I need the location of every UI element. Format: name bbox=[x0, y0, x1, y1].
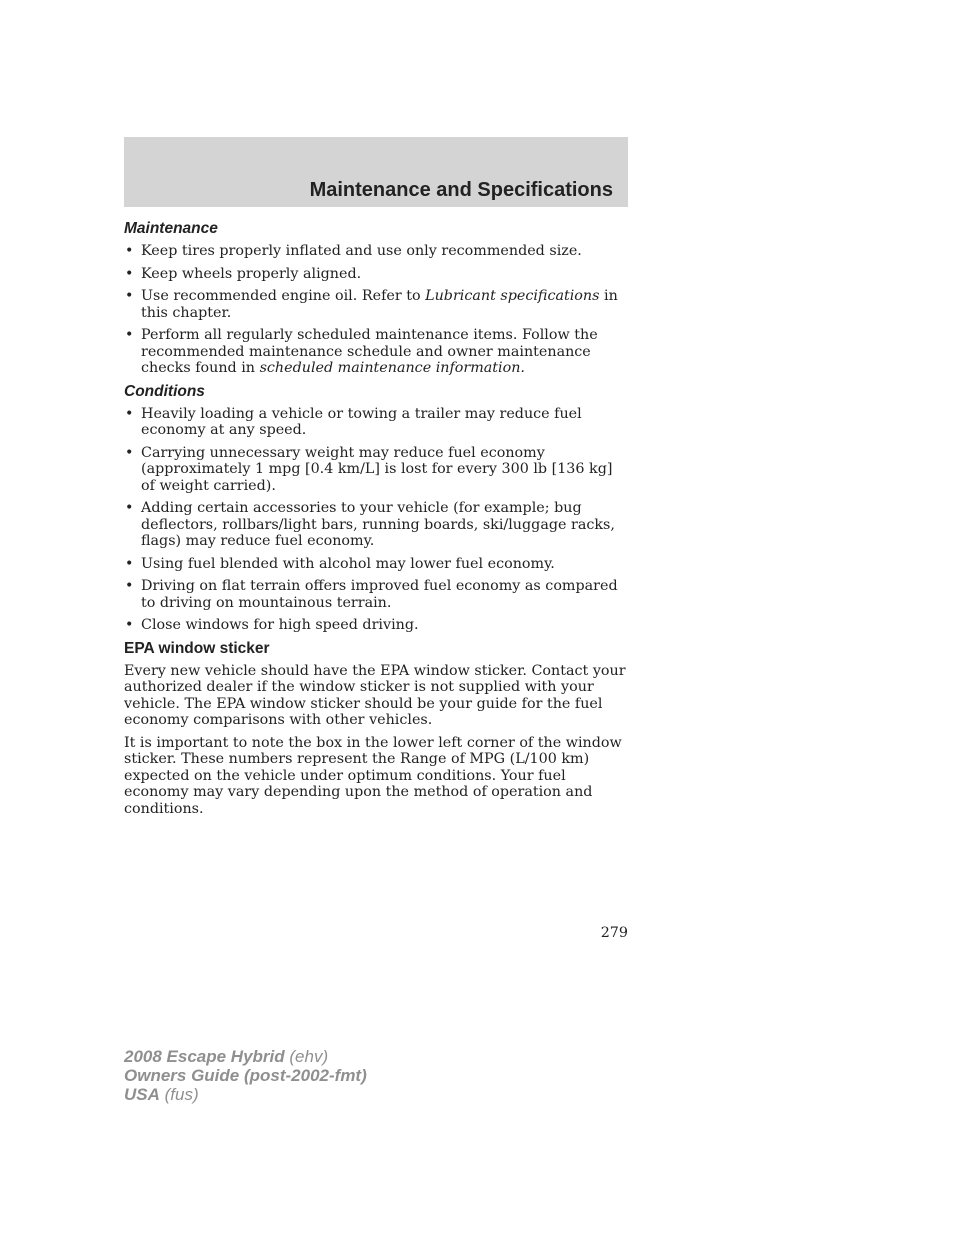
epa-heading: EPA window sticker bbox=[124, 639, 270, 657]
page-number: 279 bbox=[600, 925, 628, 941]
lubricant-specifications-reference: Lubricant specifications bbox=[425, 288, 600, 304]
list-item: • Perform all regularly scheduled maintenance items. Follow the recommended maintenance schedule and owner maintenance checks found in scheduled maintenance information. bbox=[124, 327, 630, 377]
maintenance-heading: Maintenance bbox=[124, 220, 218, 237]
section-title: Maintenance and Specifications bbox=[309, 179, 613, 201]
section-header-band bbox=[124, 137, 628, 207]
maintenance-list bbox=[124, 243, 630, 377]
list-item: • Using fuel blended with alcohol may lower fuel economy. bbox=[124, 556, 630, 573]
list-item: • Adding certain accessories to your vehicle (for example; bug deflectors, rollbars/light bars, running boards, ski/luggage racks, flags) may reduce fuel economy. bbox=[124, 500, 630, 550]
list-item: • Heavily loading a vehicle or towing a trailer may reduce fuel economy at any speed. bbox=[124, 406, 630, 439]
list-item: • Use recommended engine oil. Refer to Lubricant specifications in this chapter. bbox=[124, 288, 630, 321]
epa-paragraph: Every new vehicle should have the EPA window sticker. Contact your authorized dealer if the window sticker is not supplied with your vehicle. The EPA window sticker should be your guide for the fuel economy comparisons with other vehicles. bbox=[124, 662, 626, 728]
list-item: • Keep tires properly inflated and use only recommended size. bbox=[124, 243, 630, 260]
footer-line: USA (fus) bbox=[124, 1085, 199, 1104]
list-item: • Close windows for high speed driving. bbox=[124, 617, 630, 634]
list-item: • Carrying unnecessary weight may reduce fuel economy (approximately 1 mpg [0.4 km/L] is lost for every 300 lb [136 kg] of weight carried). bbox=[124, 445, 630, 495]
footer-line: 2008 Escape Hybrid (ehv) bbox=[124, 1047, 329, 1066]
conditions-list bbox=[124, 406, 630, 634]
page-content bbox=[124, 220, 630, 823]
list-item: • Driving on flat terrain offers improved fuel economy as compared to driving on mountainous terrain. bbox=[124, 578, 630, 611]
list-item: • Keep wheels properly aligned. bbox=[124, 266, 630, 283]
footer-line: Owners Guide (post-2002-fmt) bbox=[124, 1066, 367, 1085]
conditions-heading: Conditions bbox=[124, 382, 205, 400]
document-footer bbox=[124, 1047, 367, 1104]
scheduled-maintenance-reference: scheduled maintenance information. bbox=[259, 360, 525, 376]
epa-paragraph: It is important to note the box in the lower left corner of the window sticker. These numbers represent the Range of MPG (L/100 km) expected on the vehicle under optimum conditions. Your fuel economy may vary depending upon the method of operation and conditions. bbox=[124, 734, 622, 817]
